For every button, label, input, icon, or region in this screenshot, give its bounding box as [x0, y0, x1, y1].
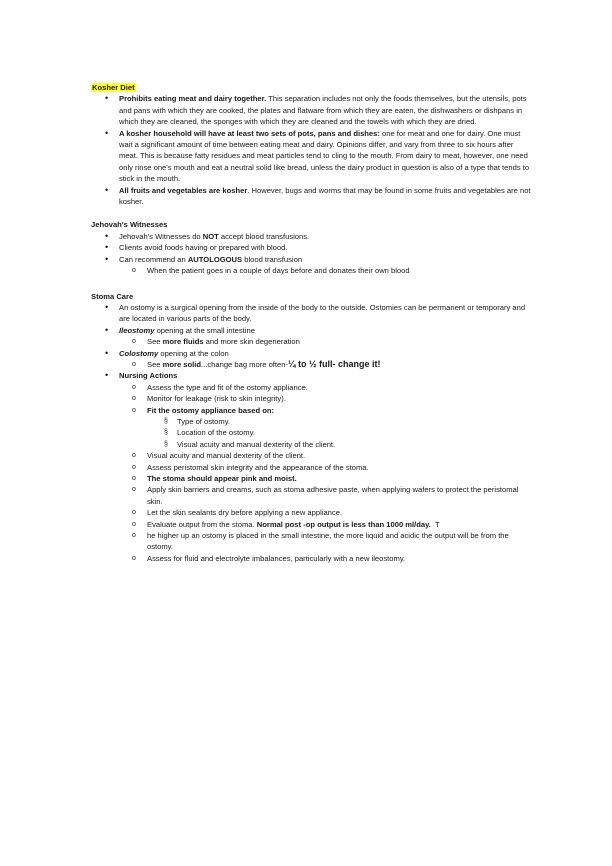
circle-marker: o	[132, 475, 136, 482]
body-text: T	[430, 519, 440, 529]
body-text: An ostomy is a surgical opening from the inside of the body to the outside. Ostomies can be permanent or temporary and are located in various parts of the body.	[119, 302, 526, 324]
body-text: This separation includes not only the foods themselves, but the utensils, pots and pans with which they are cooked, the plates and flatware from which they are eaten, the dishwashers or dishpans in which they are cleaned, the sponges with which they are cleaned and the towels with which they are dried.	[119, 94, 527, 127]
body-text: See	[147, 337, 163, 347]
sub-list-item	[91, 530, 531, 553]
kosher-list	[91, 93, 531, 207]
circle-marker: o	[132, 520, 136, 528]
sub-sub-list-item	[91, 416, 531, 427]
bold-text: more fluids	[162, 337, 204, 347]
body-text: . However, bugs and worms that may be found in some fruits and vegetables are not kosher.	[119, 185, 531, 207]
bold-text: A kosher household will have at least two sets of pots, pans and dishes:	[119, 128, 380, 138]
circle-marker: o	[132, 338, 136, 346]
bold-text: Normal post -op output is less than 1000 ml/day.	[256, 519, 431, 529]
body-text: Apply skin barriers and creams, such as stoma adhesive paste, when applying wafers to protect the peristomal skin.	[147, 485, 519, 506]
bold-text: more solid	[162, 359, 202, 369]
bullet-marker: •	[105, 184, 109, 195]
bullet-marker: •	[105, 253, 109, 264]
list-item	[91, 128, 531, 185]
body-text: Assess peristomal skin integrity and the appearance of the stoma.	[147, 462, 369, 472]
bold-text: Fit the ostomy appliance based on:	[147, 405, 275, 415]
body-text: Can recommend an	[119, 254, 188, 264]
body-text: one for meat and one for dairy. One must wait a significant amount of time between eating meat and dairy. Opinions differ, and vary from three to six hours after meat. This is because fatty residues and meat particles tend to cling to the mouth. From dairy to meat, however, one need only rinse one's mouth and eat a neutral solid like bread, unless the dairy product in question is also of a type that tends to stick in the mouth.	[119, 128, 530, 184]
kosher-heading-highlight: Kosher Diet	[92, 83, 135, 92]
circle-marker: o	[132, 360, 136, 368]
sub-list-item	[91, 382, 531, 393]
circle-marker: o	[132, 267, 136, 275]
sub-list-item	[91, 450, 531, 461]
sub-list-item	[91, 473, 531, 484]
bullet-marker: •	[105, 230, 109, 241]
circle-marker: o	[132, 452, 136, 460]
bold-text: Nursing Actions	[119, 371, 178, 381]
body-text: Clients avoid foods having or prepared with blood.	[119, 243, 288, 253]
sub-list-item	[91, 462, 531, 473]
section-marker: §	[164, 429, 168, 437]
list-item	[91, 93, 531, 127]
body-text: See	[147, 359, 163, 369]
bullet-marker: •	[105, 242, 109, 253]
sub-list-item	[91, 553, 531, 564]
body-text: Jehovah's Witnesses do	[119, 231, 203, 241]
circle-marker: o	[132, 486, 136, 494]
circle-marker: o	[132, 532, 136, 540]
emphasis-text: ¼ to ½ full- change it!	[288, 358, 381, 369]
list-item	[91, 231, 531, 242]
bullet-marker: •	[105, 347, 109, 358]
bold-text: NOT	[202, 231, 219, 241]
section-marker: §	[164, 417, 168, 425]
list-item	[91, 302, 531, 325]
body-text: When the patient goes in a couple of days before and donates their own blood	[147, 266, 410, 276]
body-text: Type of ostomy.	[177, 416, 231, 426]
circle-marker: o	[132, 554, 136, 562]
body-text: accept blood transfusions.	[218, 231, 310, 241]
list-item	[91, 185, 531, 208]
sub-list-item	[91, 265, 531, 276]
sub-list-item	[91, 484, 531, 507]
body-text: and more skin degeneration	[203, 337, 300, 347]
circle-marker: o	[132, 395, 136, 403]
section-marker: §	[164, 440, 168, 448]
sub-list-item	[91, 519, 531, 530]
body-text: opening at the colon	[158, 348, 229, 358]
sub-list-item	[91, 359, 531, 370]
circle-marker: o	[132, 383, 136, 391]
body-text: Monitor for leakage (risk to skin integrity).	[147, 394, 286, 404]
bullet-marker: •	[105, 301, 109, 312]
bullet-marker: •	[105, 127, 109, 138]
circle-marker: o	[132, 463, 136, 471]
body-text: ...change bag more often-	[201, 359, 288, 369]
list-item	[91, 370, 531, 381]
bold-text: All fruits and vegetables are kosher	[119, 185, 248, 195]
sub-list-item	[91, 393, 531, 404]
body-text: Assess for fluid and electrolyte imbalances, particularly with a new ileostomy.	[147, 553, 406, 563]
sub-list-item	[91, 507, 531, 518]
sub-list-item	[91, 336, 531, 347]
jw-heading: Jehovah's Witnesses	[91, 220, 168, 230]
body-text: opening at the small intestine	[154, 325, 255, 335]
bold-text: AUTOLOGOUS	[187, 254, 243, 264]
document-page	[91, 82, 531, 564]
stoma-heading: Stoma Care	[91, 291, 134, 301]
list-item	[91, 254, 531, 265]
bold-text: The stoma should appear pink and moist.	[147, 474, 297, 483]
body-text: Assess the type and fit of the ostomy appliance.	[147, 382, 308, 392]
body-text: blood transfusion	[242, 254, 303, 264]
term-text: Colostomy	[119, 348, 159, 358]
body-text: Visual acuity and manual dexterity of the client.	[177, 439, 336, 449]
kosher-heading	[91, 82, 531, 93]
body-text: Evaluate output from the stoma.	[147, 519, 257, 529]
body-text: Location of the ostomy.	[177, 428, 255, 438]
sub-sub-list-item	[91, 427, 531, 438]
bullet-marker: •	[105, 370, 109, 381]
bold-text: Prohibits eating meat and dairy together.	[119, 94, 267, 104]
list-item	[91, 242, 531, 253]
circle-marker: o	[132, 509, 136, 517]
jw-list	[91, 231, 531, 277]
body-text: Let the skin sealants dry before applying a new appliance.	[147, 508, 343, 518]
circle-marker: o	[132, 406, 136, 414]
sub-sub-list-item	[91, 439, 531, 450]
sub-list-item	[91, 405, 531, 416]
stoma-list	[91, 302, 531, 564]
body-text: Visual acuity and manual dexterity of the client.	[147, 451, 306, 461]
term-text: Ileostomy	[119, 325, 155, 335]
bullet-marker: •	[105, 324, 109, 335]
bullet-marker: •	[105, 93, 109, 104]
body-text: he higher up an ostomy is placed in the small intestine, the more liquid and acidic the output will be from the ostomy.	[147, 531, 509, 552]
list-item	[91, 325, 531, 336]
list-item	[91, 348, 531, 359]
